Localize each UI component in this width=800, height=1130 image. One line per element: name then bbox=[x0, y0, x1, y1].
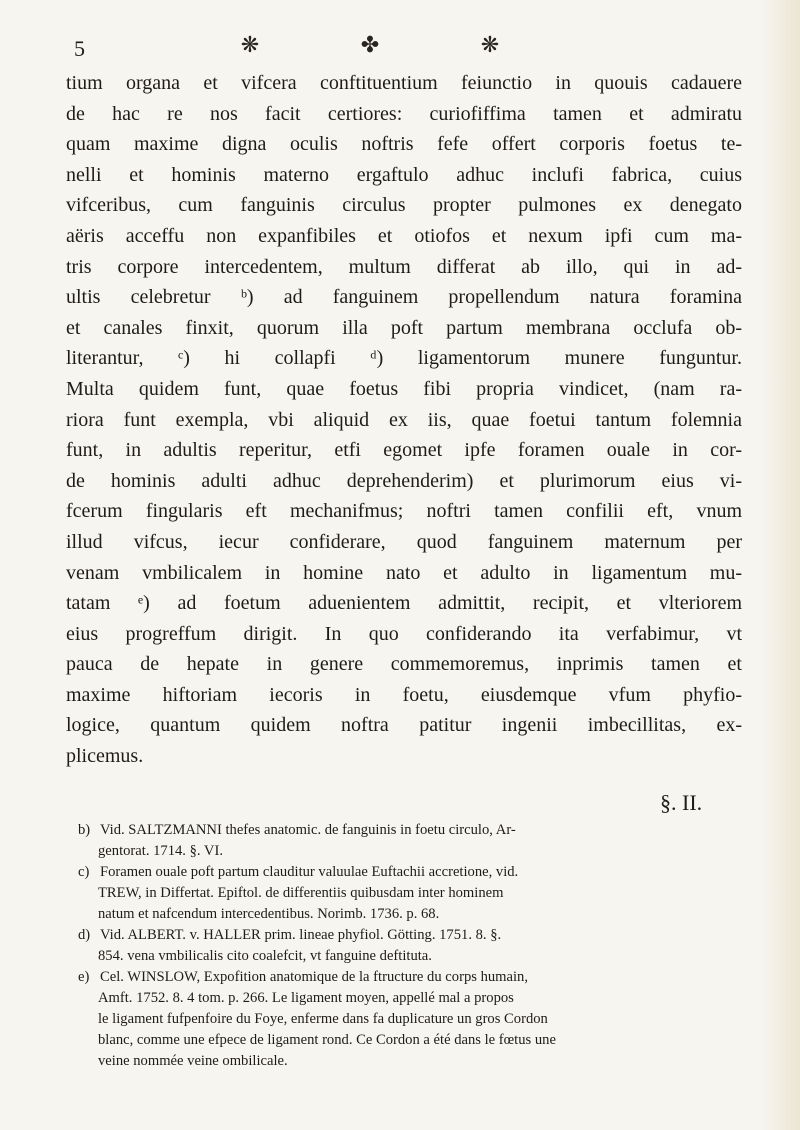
footnote bbox=[78, 862, 748, 925]
text-line: venam vmbilicalem in homine nato et adulto in ligamentum mu- bbox=[66, 561, 742, 584]
footnote-text: Foramen ouale poft partum clauditur valuulae Euftachii accretione, vid. bbox=[100, 864, 519, 880]
page-edge-stain bbox=[760, 0, 800, 1130]
text-line: nelli et hominis materno ergaftulo adhuc inclufi fabrica, cuius bbox=[66, 163, 742, 186]
main-text bbox=[66, 68, 742, 772]
text-line: eius progreffum dirigit. In quo confiderando ita verfabimur, vt bbox=[66, 622, 742, 645]
text-line: ultis celebretur ᵇ) ad fanguinem propellendum natura foramina bbox=[66, 286, 742, 309]
text-line: pauca de hepate in genere commemoremus, inprimis tamen et bbox=[66, 653, 742, 676]
footnote-text: gentorat. 1714. §. VI. bbox=[98, 843, 223, 859]
footnote-label: e) bbox=[78, 969, 90, 985]
footnote-text: Vid. ALBERT. v. HALLER prim. lineae phyfiol. Götting. 1751. 8. §. bbox=[100, 927, 502, 943]
footnote bbox=[78, 820, 748, 862]
ornament-icon: ❋ bbox=[240, 32, 260, 57]
footnote-text: Cel. WINSLOW, Expofition anatomique de la ftructure du corps humain, bbox=[100, 969, 528, 985]
ornament-icon: ✤ bbox=[360, 32, 380, 57]
footnotes bbox=[78, 820, 748, 1072]
footnote-label: d) bbox=[78, 927, 91, 943]
text-line: aëris acceffu non expanfibiles et otiofos et nexum ipfi cum ma- bbox=[66, 224, 742, 247]
text-line: tatam ᵉ) ad foetum aduenientem admittit, recipit, et vlteriorem bbox=[66, 592, 742, 615]
section-heading: §. II. bbox=[660, 790, 703, 815]
text-line: tium organa et vifcera conftituentium feiunctio in quouis cadauere bbox=[66, 72, 742, 94]
text-line: vifceribus, cum fanguinis circulus propter pulmones ex denegato bbox=[66, 194, 742, 217]
text-line: de hominis adulti adhuc deprehenderim) et plurimorum eius vi- bbox=[66, 469, 742, 492]
footnote-text: natum et nafcendum intercedentibus. Norimb. 1736. p. 68. bbox=[98, 906, 440, 922]
ornament-icon: ❋ bbox=[480, 32, 500, 57]
text-line: tris corpore intercedentem, multum differat ab illo, qui in ad- bbox=[66, 255, 742, 278]
footnote-text: TREW, in Differtat. Epiftol. de differentiis quibusdam inter hominem bbox=[98, 885, 504, 901]
footnote-text: 854. vena vmbilicalis cito coalefcit, vt fanguine deftituta. bbox=[98, 948, 432, 964]
footnote-text: le ligament fufpenfoire du Foye, enferme dans fa duplicature un gros Cordon bbox=[98, 1011, 548, 1027]
text-line: de hac re nos facit certiores: curiofiffima tamen et admiratu bbox=[66, 102, 742, 125]
text-line: maxime hiftoriam iecoris in foetu, eiusdemque vfum phyfio- bbox=[66, 683, 742, 706]
footnote-text: veine nommée veine ombilicale. bbox=[98, 1053, 288, 1069]
page-number: 5 bbox=[74, 36, 85, 61]
footnote-text: Vid. SALTZMANNI thefes anatomic. de fanguinis in foetu circulo, Ar- bbox=[100, 822, 516, 838]
text-line: et canales finxit, quorum illa poft partum membrana occlufa ob- bbox=[66, 316, 742, 339]
text-line: logice, quantum quidem noftra patitur ingenii imbecillitas, ex- bbox=[66, 714, 742, 737]
text-line: Multa quidem funt, quae foetus fibi propria vindicet, (nam ra- bbox=[66, 377, 742, 400]
text-line: plicemus. bbox=[66, 745, 144, 768]
page-header bbox=[0, 28, 800, 68]
footnote-text: blanc, comme une efpece de ligament rond. Ce Cordon a été dans le fœtus une bbox=[98, 1032, 556, 1048]
header-ornaments bbox=[220, 32, 520, 58]
text-line: illud vifcus, iecur confiderare, quod fanguinem maternum per bbox=[66, 530, 742, 553]
footnote bbox=[78, 925, 748, 967]
text-line: literantur, ᶜ) hi collapfi ᵈ) ligamentorum munere funguntur. bbox=[66, 347, 742, 370]
footnote-label: c) bbox=[78, 864, 90, 880]
text-line: funt, in adultis reperitur, etfi egomet ipfe foramen ouale in cor- bbox=[66, 439, 742, 462]
footnote-label: b) bbox=[78, 822, 91, 838]
footnote bbox=[78, 967, 748, 1072]
text-line: riora funt exempla, vbi aliquid ex iis, quae foetui tantum folemnia bbox=[66, 408, 742, 431]
text-line: quam maxime digna oculis noftris fefe offert corporis foetus te- bbox=[66, 133, 742, 156]
text-line: fcerum fingularis eft mechanifmus; noftri tamen confilii eft, vnum bbox=[66, 500, 742, 523]
footnote-text: Amft. 1752. 8. 4 tom. p. 266. Le ligament moyen, appellé mal a propos bbox=[98, 990, 514, 1006]
